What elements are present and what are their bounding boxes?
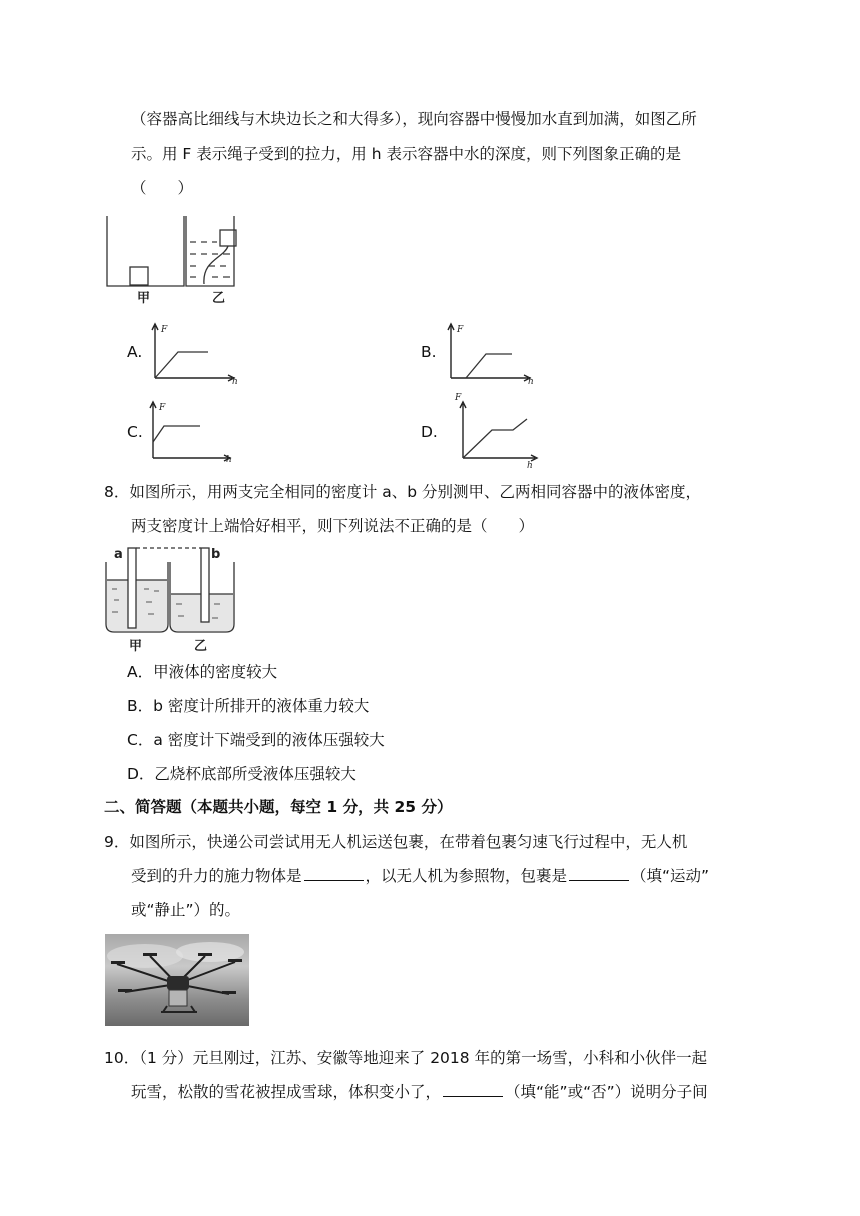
q9-blank-2[interactable] (569, 866, 629, 881)
drone-photo (105, 934, 249, 1026)
svg-text:F: F (159, 403, 166, 413)
q7-option-c-label[interactable]: C. (127, 423, 143, 441)
q7-line-1: （容器高比细线与木块边长之和大得多），现向容器中慢慢加水直到加满，如图乙所 (131, 110, 697, 128)
q7-option-a-graph[interactable] (150, 320, 240, 387)
fig-label-jia: 甲 (137, 291, 151, 306)
svg-text:h: h (226, 455, 232, 465)
q8-option-a[interactable]: A．甲液体的密度较大 (127, 663, 278, 681)
q9-line-2: 受到的升力的施力物体是 ，以无人机为参照物，包裹是 （填“运动” (131, 867, 710, 885)
q10-blank-1[interactable] (443, 1082, 503, 1097)
q7-line-3: （ ） (131, 179, 194, 197)
q7-option-d-label[interactable]: D. (421, 423, 438, 441)
beaker-yi-label: 乙 (194, 639, 208, 654)
q8-line-2: 两支密度计上端恰好相平，则下列说法不正确的是（ ） (131, 517, 535, 535)
q7-line-2: 示。用 F 表示绳子受到的拉力，用 h 表示容器中水的深度，则下列图象正确的是 (131, 145, 681, 163)
q7-container-figure (104, 216, 240, 306)
q9-line-3: 或“静止”）的。 (131, 901, 241, 919)
hydrometer-b-label: b (211, 547, 221, 562)
svg-text:F: F (457, 325, 464, 335)
svg-text:F: F (161, 325, 168, 335)
svg-text:h: h (232, 377, 238, 387)
q7-option-b-label[interactable]: B. (421, 343, 437, 361)
q9-line-1: 9．如图所示，快递公司尝试用无人机运送包裹，在带着包裹匀速飞行过程中，无人机 (104, 833, 688, 851)
q8-line-1: 8．如图所示，用两支完全相同的密度计 a、b 分别测甲、乙两相同容器中的液体密度， (104, 483, 702, 501)
svg-text:h: h (527, 461, 533, 471)
q8-hydrometer-figure (104, 544, 234, 656)
q10-line-2: 玩雪，松散的雪花被捏成雪球，体积变小了， （填“能”或“否”）说明分子间 (131, 1083, 708, 1101)
q7-option-a-label[interactable]: A. (127, 343, 143, 361)
q8-option-c[interactable]: C．a 密度计下端受到的液体压强较大 (127, 731, 385, 749)
q8-option-b[interactable]: B．b 密度计所排开的液体重力较大 (127, 697, 370, 715)
section-heading: 二、简答题（本题共小题，每空 1 分，共 25 分） (104, 798, 453, 816)
q10-line-1: 10．（1 分）元旦刚过，江苏、安徽等地迎来了 2018 年的第一场雪，小科和小伙伴一起 (104, 1049, 708, 1067)
hydrometer-a-label: a (114, 547, 123, 562)
beaker-jia-label: 甲 (129, 639, 143, 654)
q9-blank-1[interactable] (304, 866, 364, 881)
q8-option-d[interactable]: D．乙烧杯底部所受液体压强较大 (127, 765, 356, 783)
fig-label-yi: 乙 (212, 291, 226, 306)
q7-option-c-graph[interactable] (146, 398, 236, 465)
svg-text:F: F (455, 393, 462, 403)
q7-option-d-graph[interactable] (455, 392, 545, 471)
q7-option-b-graph[interactable] (446, 320, 536, 387)
svg-text:h: h (528, 377, 534, 387)
